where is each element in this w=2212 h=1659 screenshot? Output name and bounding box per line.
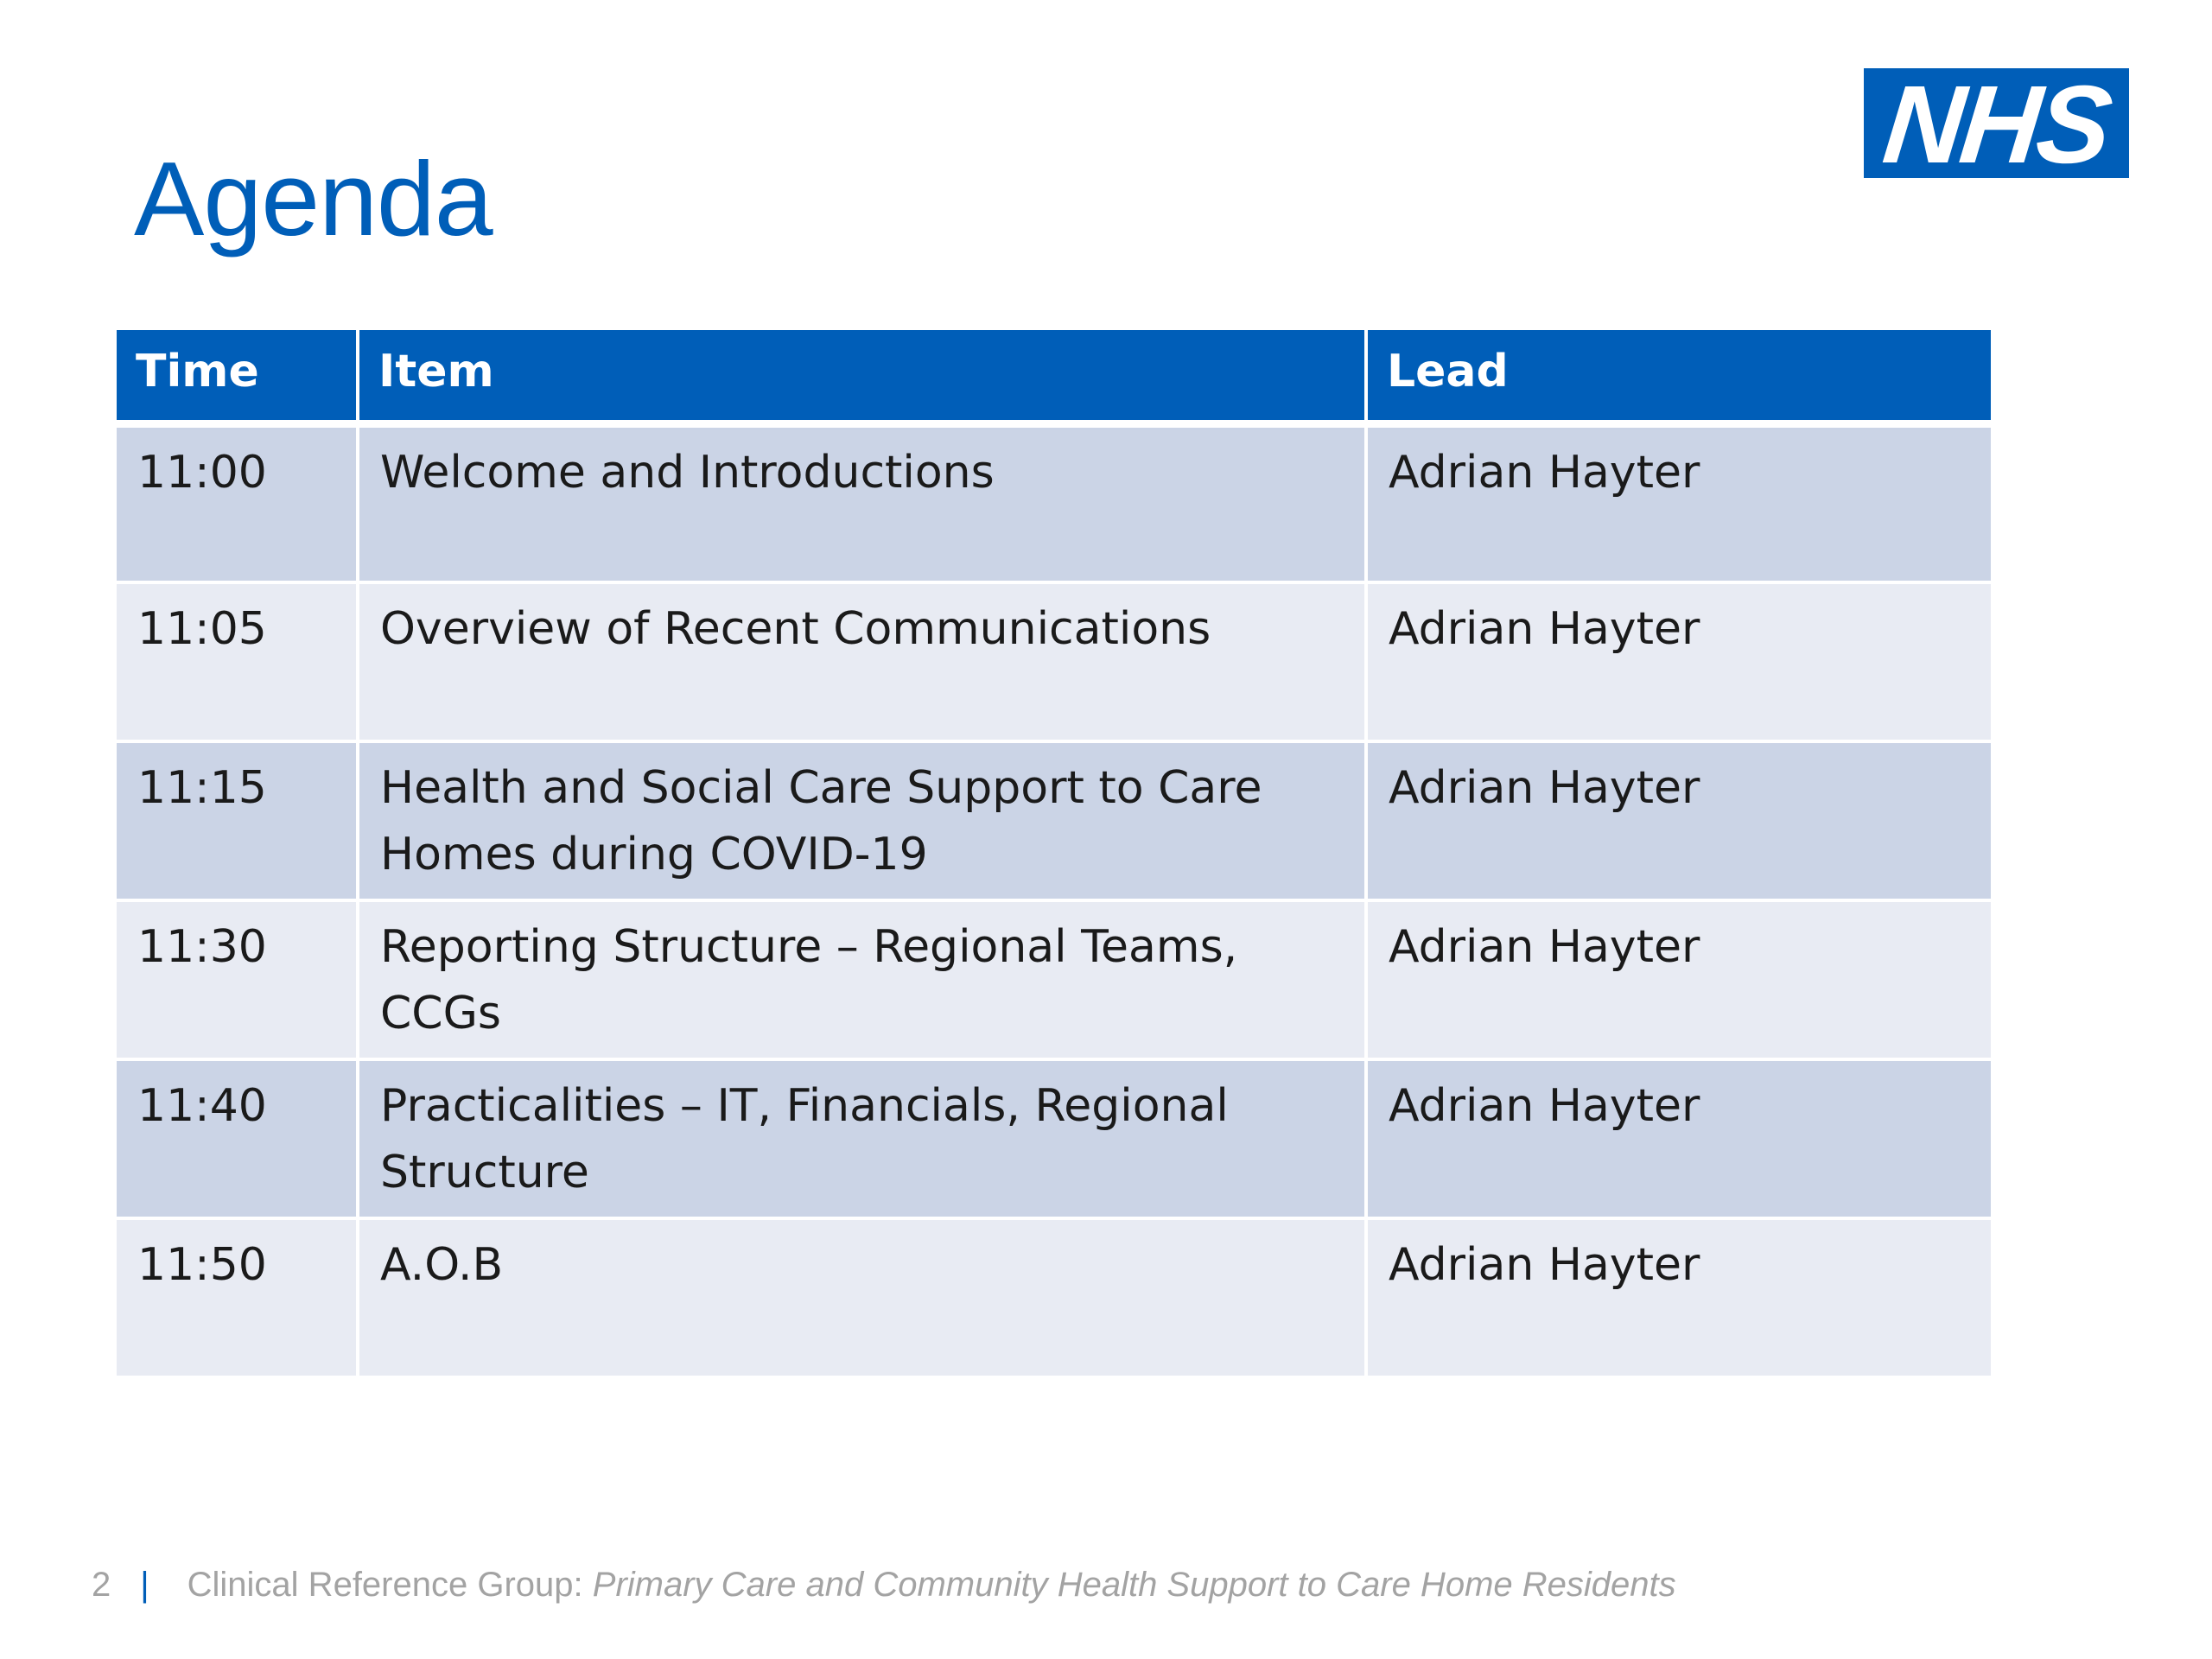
cell-time: 11:40: [115, 1059, 358, 1218]
cell-lead: Adrian Hayter: [1366, 1218, 1993, 1377]
cell-lead: Adrian Hayter: [1366, 423, 1993, 582]
nhs-logo-text: NHS: [1878, 62, 2115, 187]
table-row: [115, 423, 1993, 582]
cell-lead: Adrian Hayter: [1366, 1059, 1993, 1218]
slide-title: Agenda: [134, 140, 493, 257]
slide-footer: [92, 1566, 1676, 1605]
cell-time: 11:50: [115, 1218, 358, 1377]
page-number: 2: [92, 1566, 111, 1604]
table-row: [115, 1059, 1993, 1218]
header-lead: Lead: [1366, 328, 1993, 423]
table-row: [115, 582, 1993, 741]
cell-item: A.O.B: [358, 1218, 1366, 1377]
table-row: [115, 741, 1993, 900]
cell-item: Health and Social Care Support to Care Homes during COVID-19: [358, 741, 1366, 900]
cell-time: 11:00: [115, 423, 358, 582]
table-row: [115, 900, 1993, 1059]
footer-group-label: Clinical Reference Group:: [187, 1566, 583, 1604]
footer-separator: |: [140, 1566, 149, 1604]
cell-time: 11:30: [115, 900, 358, 1059]
cell-time: 11:15: [115, 741, 358, 900]
header-time: Time: [115, 328, 358, 423]
cell-lead: Adrian Hayter: [1366, 582, 1993, 741]
agenda-table: [113, 327, 1994, 1379]
cell-time: 11:05: [115, 582, 358, 741]
cell-item: Practicalities – IT, Financials, Regional Structure: [358, 1059, 1366, 1218]
cell-lead: Adrian Hayter: [1366, 900, 1993, 1059]
nhs-logo: [1864, 62, 2129, 187]
cell-item: Reporting Structure – Regional Teams, CCGs: [358, 900, 1366, 1059]
table-row: [115, 1218, 1993, 1377]
table-header-row: [115, 328, 1993, 423]
header-item: Item: [358, 328, 1366, 423]
cell-lead: Adrian Hayter: [1366, 741, 1993, 900]
cell-item: Welcome and Introductions: [358, 423, 1366, 582]
cell-item: Overview of Recent Communications: [358, 582, 1366, 741]
footer-group-title: Primary Care and Community Health Support to Care Home Residents: [592, 1566, 1676, 1604]
